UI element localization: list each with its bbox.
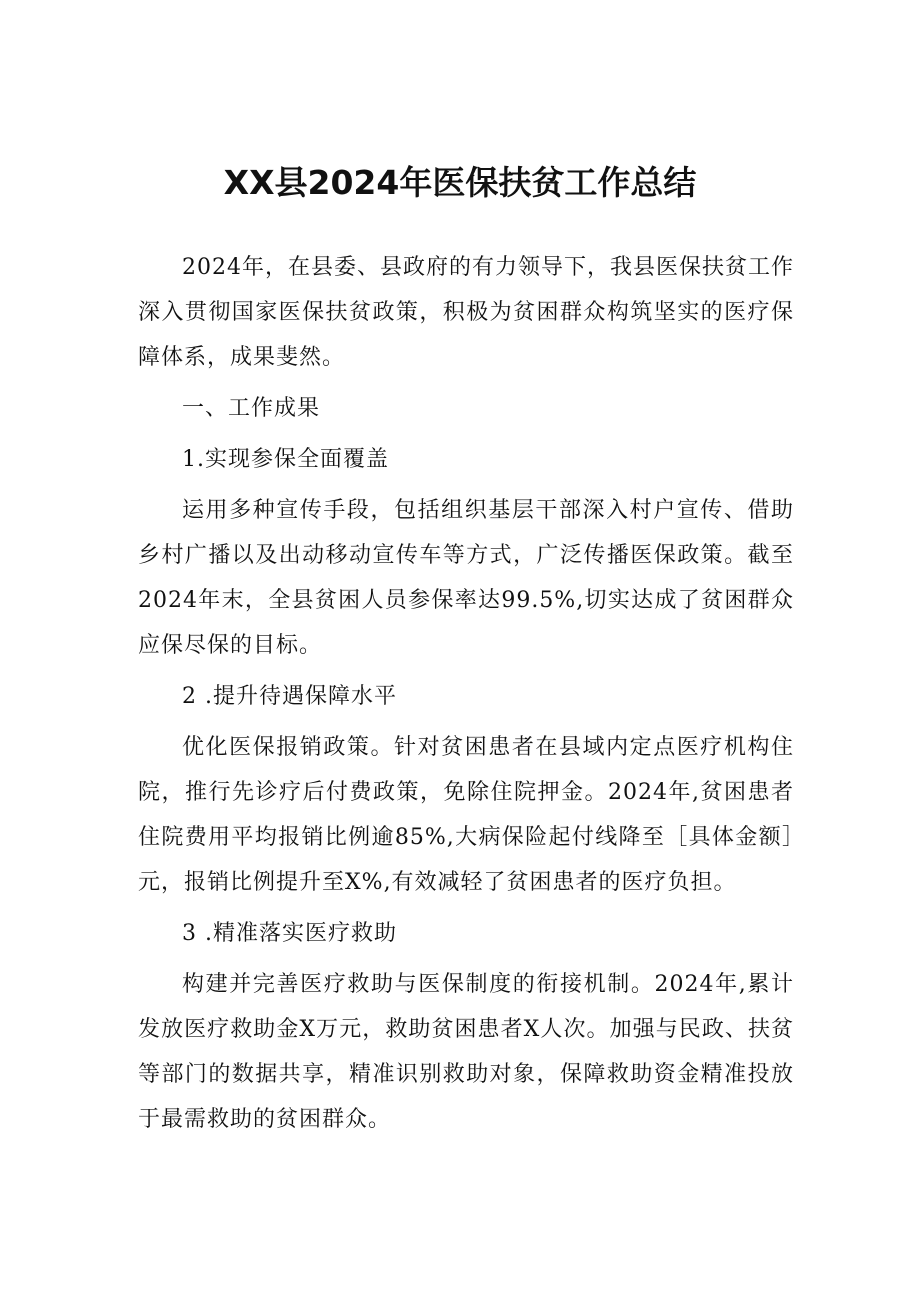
document-body (138, 245, 794, 1142)
intro-paragraph: 2024年，在县委、县政府的有力领导下，我县医保扶贫工作深入贯彻国家医保扶贫政策，积极为贫困群众构筑坚实的医疗保障体系，成果斐然。 (138, 255, 794, 370)
section-heading-achievements: 一、工作成果 (182, 396, 321, 421)
subheading-assistance: 3 .精准落实医疗救助 (182, 921, 397, 946)
document-title: XX县2024年医保扶贫工作总结 (223, 163, 697, 202)
benefits-paragraph: 优化医保报销政策。针对贫困患者在县域内定点医疗机构住院，推行先诊疗后付费政策，免除住院押金。2024年,贫困患者住院费用平均报销比例逾85%,大病保险起付线降至［具体金额］元，报销比例提升至X%,有效减轻了贫困患者的医疗负担。 (138, 735, 794, 895)
coverage-paragraph: 运用多种宣传手段，包括组织基层干部深入村户宣传、借助乡村广播以及出动移动宣传车等方式，广泛传播医保政策。截至2024年末，全县贫困人员参保率达99.5%,切实达成了贫困群众应保尽保的目标。 (138, 498, 794, 658)
assistance-paragraph: 构建并完善医疗救助与医保制度的衔接机制。2024年,累计发放医疗救助金X万元，救助贫困患者X人次。加强与民政、扶贫等部门的数据共享，精准识别救助对象，保障救助资金精准投放于最需救助的贫困群众。 (138, 972, 794, 1132)
subheading-coverage: 1.实现参保全面覆盖 (182, 447, 389, 472)
subheading-benefits: 2 .提升待遇保障水平 (182, 684, 397, 709)
